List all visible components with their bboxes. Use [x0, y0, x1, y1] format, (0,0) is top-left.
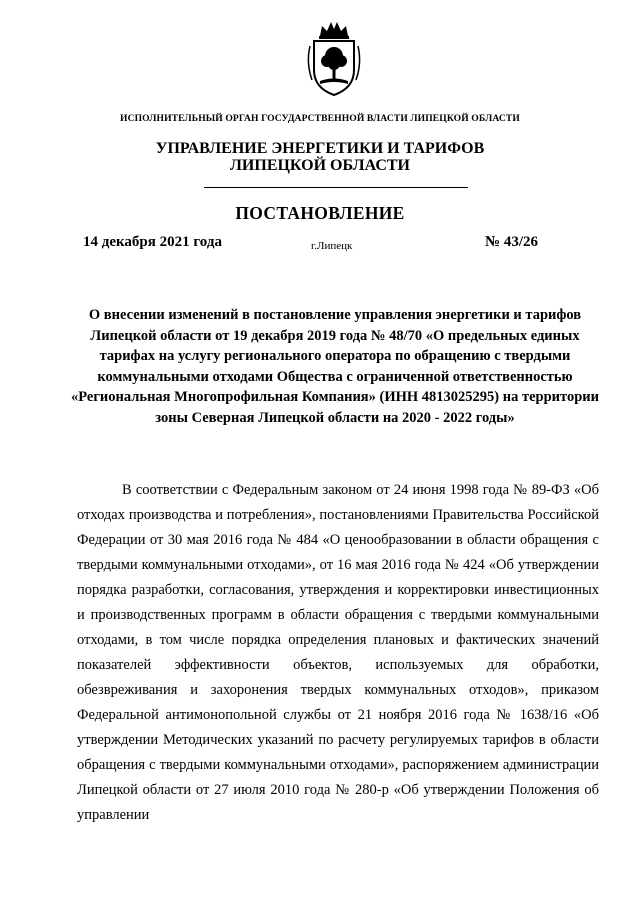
document-type-title: ПОСТАНОВЛЕНИЕ — [235, 203, 405, 223]
department-name-line-1: УПРАВЛЕНИЕ ЭНЕРГЕТИКИ И ТАРИФОВ — [155, 140, 485, 157]
department-name — [0, 140, 640, 174]
header-divider — [204, 187, 468, 188]
issuing-authority-line: ИСПОЛНИТЕЛЬНЫЙ ОРГАН ГОСУДАРСТВЕННОЙ ВЛАСТИ ЛИПЕЦКОЙ ОБЛАСТИ — [120, 113, 520, 124]
document-date: 14 декабря 2021 года — [83, 234, 222, 250]
document-number: № 43/26 — [485, 234, 538, 250]
document-heading: О внесении изменений в постановление управления энергетики и тарифов Липецкой области от 19 декабря 2019 года № 48/70 «О предельных единых тарифах на услугу регионального оператора по обращению с твердыми коммунальными отходами Общества с ограниченной ответственностью «Региональная Многопрофильная Компания» (ИНН 4813025295) на территории зоны Северная Липецкой области на 2020 - 2022 годы» — [71, 307, 599, 426]
department-name-line-2: ЛИПЕЦКОЙ ОБЛАСТИ — [230, 157, 410, 174]
body-paragraph: В соответствии с Федеральным законом от 24 июня 1998 года № 89-ФЗ «Об отходах производства и потребления», постановлениями Правительства Российской Федерации от 30 мая 2016 года № 484 «О ценообразовании в области обращения с твердыми коммунальными отходами», от 16 мая 2016 года № 424 «Об утверждении порядка разработки, согласования, утверждения и корректировки инвестиционных и производственных программ в области обращения с твердыми коммунальными отходами, в том числе порядка определения плановых и фактических значений показателей эффективности объектов, используемых для обработки, обезвреживания и захоронения твердых коммунальных отходов», приказом Федеральной антимонопольной службы от 21 ноября 2016 года № 1638/16 «Об утверждении Методических указаний по расчету регулируемых тарифов в области обращения с твердыми коммунальными отходами», распоряжением администрации Липецкой области от 27 июля 2010 года № 280-р «Об утверждении Положения об управлении — [77, 482, 599, 823]
document-city: г.Липецк — [311, 240, 353, 252]
lipetsk-coat-of-arms-icon — [304, 18, 364, 98]
